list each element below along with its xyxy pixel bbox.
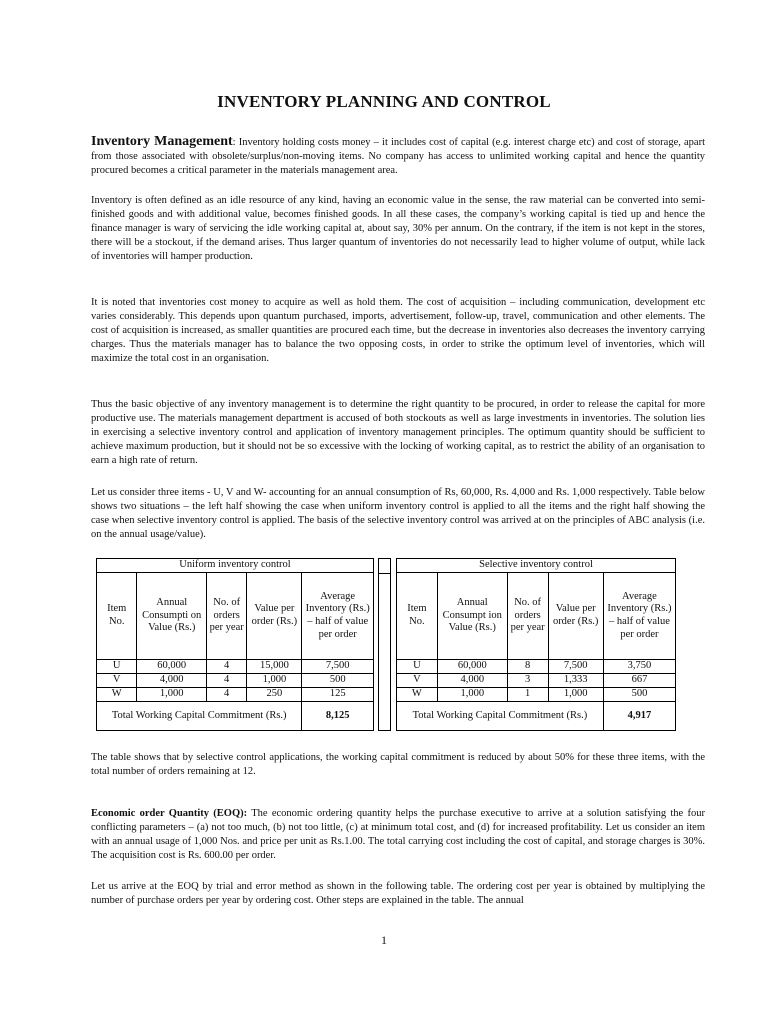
table-cell: 7,500 [302,660,374,674]
table-cell: 4 [206,674,246,688]
table-caption: Uniform inventory control [97,559,374,573]
table-total-row [397,702,676,731]
column-header: Value per order (Rs.) [247,573,302,660]
table-cell: 1,333 [548,674,603,688]
page-title: INVENTORY PLANNING AND CONTROL [217,92,551,111]
table-cell: 4 [206,660,246,674]
table-cell: U [397,660,438,674]
table-cell: U [97,660,137,674]
total-label: Total Working Capital Commitment (Rs.) [97,702,302,731]
table-cell: 1,000 [247,674,302,688]
table-cell: 15,000 [247,660,302,674]
table-cell: 8 [507,660,548,674]
table-cell: 7,500 [548,660,603,674]
table-row [97,688,374,702]
table-divider-column [378,558,391,731]
paragraph-three-items: Let us consider three items - U, V and W- accounting for an annual consumption of Rs, 60,000, Rs. 4,000 and Rs. 1,000 respectively. Table below shows two situations – the left half showing the case when uniform inventory control is applied to all the items and the right half showing the case when selective inventory control is applied. The basis of the selective inventory control was arrived at on the principles of ABC analysis (i.e. on the annual usage/value). [91,487,705,541]
paragraph-eoq [91,807,705,863]
paragraph-table-summary: The table shows that by selective control applications, the working capital commitment is reduced by about 50% for these three items, with the total number of orders remaining at 12. [91,752,705,778]
selective-inventory-table [396,558,676,731]
column-header: Value per order (Rs.) [548,573,603,660]
column-header: Average Inventory (Rs.) – half of value per order [603,573,675,660]
paragraph-inventory-management [91,135,705,178]
column-header: Annual Consumpti on Value (Rs.) [137,573,207,660]
table-total-row [97,702,374,731]
table-cell: 125 [302,688,374,702]
table-cell: 667 [603,674,675,688]
uniform-inventory-table [96,558,374,731]
table-cell: 500 [302,674,374,688]
table-row [397,688,676,702]
table-cell: V [397,674,438,688]
column-header: No. of orders per year [507,573,548,660]
table-cell: 3,750 [603,660,675,674]
table-row [397,674,676,688]
paragraph-acquisition-cost: It is noted that inventories cost money to acquire as well as hold them. The cost of acquisition – including communication, development etc varies considerably. This depends upon quantum purchased, imports, advertisement, follow-up, travel, communication and other elements. The cost of acquisition is increased, as smaller quantities are procured each time, but the decrease in inventories also decreases the inventory carrying charges. Thus the materials manager has to balance the two opposing costs, in order to strike the optimum level of inventories, which will maximize the total cost in an organisation. [91,297,705,365]
column-header: Average Inventory (Rs.) – half of value per order [302,573,374,660]
table-cell: 1,000 [137,688,207,702]
section-heading-eoq: Economic order Quantity (EOQ): [91,808,248,819]
paragraph-trial-and-error: Let us arrive at the EOQ by trial and error method as shown in the following table. The ordering cost per year is obtained by multiplying the number of purchase orders per year by ordering cost. Other steps are explained in the table. The annual [91,881,705,907]
table-row [97,660,374,674]
column-header: Annual Consumpt ion Value (Rs.) [437,573,507,660]
paragraph-text: The economic ordering quantity helps the purchase executive to arrive at a solution satisfying the four conflicting parameters – (a) not too much, (b) not too little, (c) at minimum total cost, and (d) for increased profitability. Let us consider an item with an annual usage of 1,000 Nos. and price per unit as Rs.1.00. The total carrying cost including the cost of capital, and storage charges is 30%. The acquisition cost is Rs. 600.00 per order. [91,808,705,862]
total-value: 8,125 [302,702,374,731]
table-cell: 1 [507,688,548,702]
total-value: 4,917 [603,702,675,731]
table-row [397,660,676,674]
table-cell: 1,000 [437,688,507,702]
table-cell: W [97,688,137,702]
section-heading-inventory-management: Inventory Management [91,134,233,149]
total-label: Total Working Capital Commitment (Rs.) [397,702,604,731]
table-cell: 4 [206,688,246,702]
paragraph-idle-resource: Inventory is often defined as an idle resource of any kind, having an economic value in the sense, the raw material can be converted into semi-finished goods and with additional value, becomes finished goods. In all these cases, the company’s working capital is tied up and hence the finance manager is wary of servicing the idle working capital at, about say, 30% per annum. On the contrary, if the item is not kept in the stores, there will be a stockout, if the demand arises. Thus larger quantum of inventories do not necessarily lead to higher volume of output, while lack of inventories will hamper production. [91,195,705,263]
page-number: 1 [381,933,387,947]
table-cell: W [397,688,438,702]
table-cell: 500 [603,688,675,702]
table-cell: 250 [247,688,302,702]
table-cell: 4,000 [437,674,507,688]
paragraph-basic-objective: Thus the basic objective of any inventory management is to determine the right quantity to be procured, in order to release the capital for more productive use. The materials management department is accused of both stockouts as well as large investments in inventories. The solution lies in exercising a selective inventory control and application of inventory management principles. The optimum quantity should be sufficient to achieve maximum production, but it should not be so excessive with the locking of working capital, as to restrict the ability of an organisation to earn a high rate of return. [91,399,705,467]
table-cell: 60,000 [137,660,207,674]
column-header: No. of orders per year [206,573,246,660]
paragraph-text: : Inventory holding costs money – it includes cost of capital (e.g. interest charge etc) and cost of storage, apart from those associated with obsolete/surplus/non-moving items. No company has access to unlimited working capital and hence the quantity procured becomes a critical parameter in the materials management area. [91,137,705,177]
table-caption: Selective inventory control [397,559,676,573]
column-header: Item No. [397,573,438,660]
column-header: Item No. [97,573,137,660]
table-cell: 1,000 [548,688,603,702]
table-cell: V [97,674,137,688]
table-cell: 4,000 [137,674,207,688]
table-row [97,674,374,688]
table-cell: 3 [507,674,548,688]
table-cell: 60,000 [437,660,507,674]
